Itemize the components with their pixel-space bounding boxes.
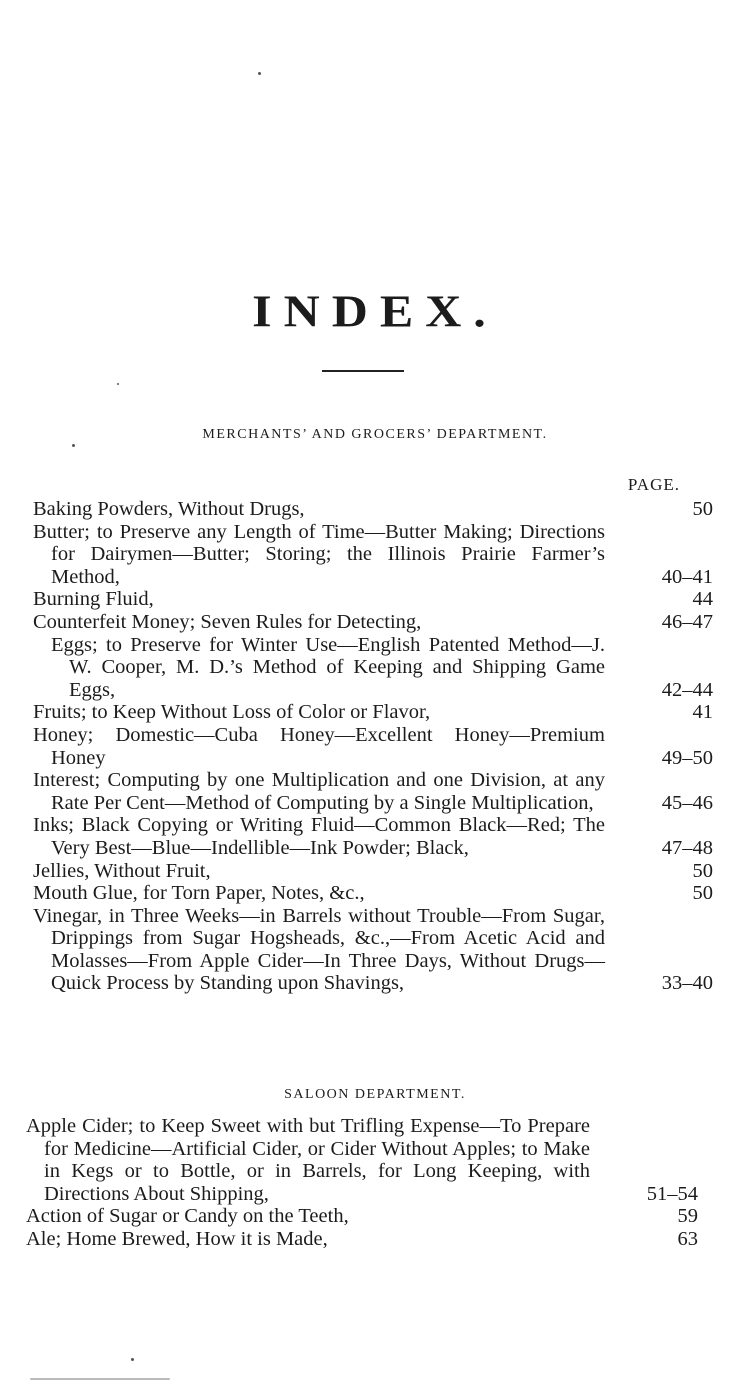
section-heading-merchants: MERCHANTS’ AND GROCERS’ DEPARTMENT. — [202, 427, 548, 442]
index-entry: Action of Sugar or Candy on the Teeth, 59 — [26, 1205, 698, 1228]
section-heading-saloon: SALOON DEPARTMENT. — [284, 1087, 466, 1102]
page-number: 50 — [692, 859, 713, 882]
page-number: 45–46 — [661, 791, 713, 814]
index-entry: Counterfeit Money; Seven Rules for Detecting, 46–47 — [33, 610, 713, 633]
index-entry: Ale; Home Brewed, How it is Made, 63 — [26, 1227, 698, 1250]
index-entry: Burning Fluid, 44 — [33, 588, 713, 611]
page-column-heading: PAGE. — [627, 475, 680, 494]
page-number: 50 — [692, 498, 713, 520]
page-number: 41 — [692, 701, 713, 724]
page-number: 46–47 — [661, 610, 713, 633]
page-number: 47–48 — [661, 836, 713, 859]
index-entry: Interest; Computing by one Multiplication and one Division, at any Rate Per Cent—Method of Computing by a Single Multiplication, 45–46 — [33, 769, 713, 814]
page-number: 63 — [677, 1227, 698, 1250]
print-speck — [131, 1358, 134, 1361]
index-entry: Baking Powders, Without Drugs, 50 — [33, 498, 713, 520]
index-entry: Mouth Glue, for Torn Paper, Notes, &c., 50 — [33, 882, 713, 905]
page-number: 44 — [692, 588, 713, 611]
print-speck — [30, 1378, 170, 1380]
entries-saloon — [26, 1115, 698, 1251]
page-number: 40–41 — [661, 565, 713, 588]
print-speck — [117, 383, 119, 385]
page-number: 42–44 — [661, 678, 713, 701]
entries-merchants — [33, 498, 713, 995]
index-entry: Eggs; to Preserve for Winter Use—English Patented Method—J. W. Cooper, M. D.’s Method of Keeping and Shipping Game Eggs, 42–44 — [51, 633, 713, 701]
index-entry: Vinegar, in Three Weeks—in Barrels without Trouble—From Sugar, Drippings from Sugar Hogsheads, &c.,—From Acetic Acid and Molasses—From Apple Cider—In Three Days, Without Drugs—Quick Process by Standing upon Shavings, 33–40 — [33, 904, 713, 995]
index-entry: Fruits; to Keep Without Loss of Color or Flavor, 41 — [33, 701, 713, 724]
title-rule — [322, 370, 404, 372]
index-entry: Jellies, Without Fruit, 50 — [33, 859, 713, 882]
page-number: 49–50 — [661, 746, 713, 769]
index-entry: Honey; Domestic—Cuba Honey—Excellent Honey—Premium Honey 49–50 — [33, 723, 713, 769]
index-entry: Butter; to Preserve any Length of Time—Butter Making; Directions for Dairymen—Butter; Storing; the Illinois Prairie Farmer’s Method, 40–41 — [33, 520, 713, 588]
index-entry: Apple Cider; to Keep Sweet with but Trifling Expense—To Prepare for Medicine—Artificial Cider, or Cider Without Apples; to Make in Kegs or to Bottle, or in Barrels, for Long Keeping, with Directions About Shipping, 51–54 — [26, 1115, 698, 1205]
page-number: 50 — [692, 882, 713, 905]
page-number: 51–54 — [646, 1182, 698, 1205]
page-number: 59 — [677, 1205, 698, 1228]
index-title: INDEX. — [252, 285, 498, 337]
print-speck — [72, 444, 75, 447]
print-speck — [258, 72, 261, 75]
index-entry: Inks; Black Copying or Writing Fluid—Common Black—Red; The Very Best—Blue—Indellible—Ink Powder; Black, 47–48 — [33, 814, 713, 859]
page-number: 33–40 — [661, 972, 713, 995]
